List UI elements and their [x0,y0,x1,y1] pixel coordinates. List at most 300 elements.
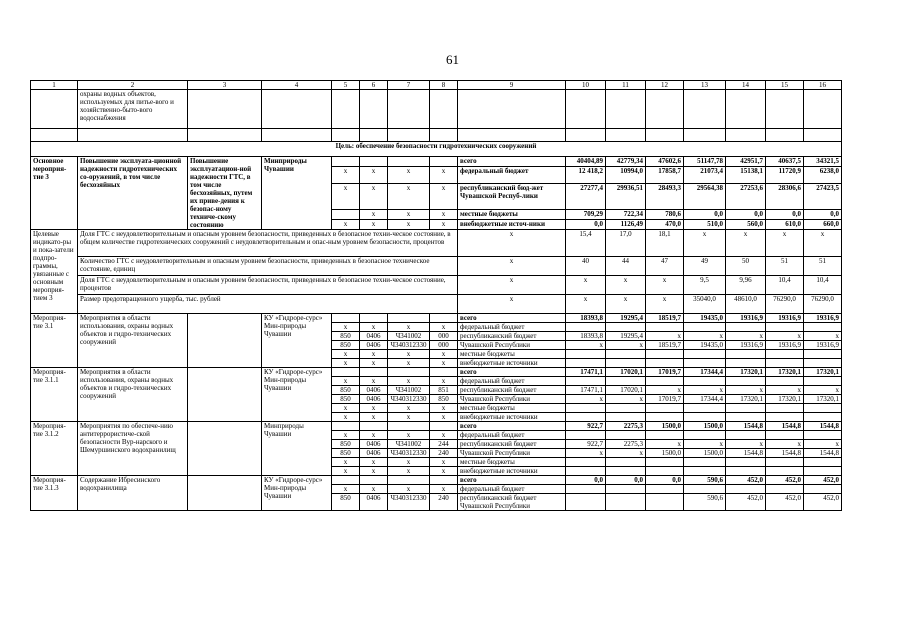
funding-source: всего [458,314,566,323]
table-cell: x [332,458,360,467]
value-cell: x [566,295,606,314]
table-cell: x [360,467,388,476]
table-cell [360,314,388,323]
funding-source: федеральный бюджет [458,431,566,440]
table-cell: x [430,458,458,467]
value-cell [606,494,646,511]
value-cell: 19295,4 [606,314,646,323]
table-cell: x [332,467,360,476]
value-cell: x [566,341,606,350]
value-cell [606,485,646,494]
table-cell: x [430,485,458,494]
value-cell [684,431,726,440]
value-cell [684,359,726,368]
value-cell: 2275,3 [606,440,646,449]
value-cell [646,458,684,467]
table-cell: x [458,295,566,314]
value-cell [606,458,646,467]
table-cell [360,422,388,431]
value-cell: 49 [684,257,726,276]
table-cell [332,209,360,219]
value-cell: x [684,332,726,341]
intro-text: охраны водных объектов, используемых для питье-вого и хозяйственно-быто-вого водоснабжения [78,90,188,129]
value-cell: 19295,4 [606,332,646,341]
table-cell [646,90,684,129]
value-cell: x [606,341,646,350]
value-cell: 29936,51 [606,184,646,209]
table-cell: x [388,209,430,219]
table-cell: 850 [332,449,360,458]
value-cell [646,323,684,332]
value-cell: x [726,386,766,395]
value-cell: 17,0 [606,230,646,257]
table-cell: 850 [332,341,360,350]
value-cell: x [766,440,804,449]
value-cell [804,485,842,494]
table-cell: x [332,404,360,413]
value-cell [646,485,684,494]
value-cell [606,431,646,440]
table-cell [262,90,332,129]
table-cell [332,129,360,142]
funding-source: внебюджетные источники [458,413,566,422]
value-cell: 47 [646,257,684,276]
table-cell [188,476,262,511]
value-cell: 0,0 [766,209,804,219]
column-number: 11 [606,81,646,90]
activity-responsible: КУ «Гидроре-сурс» Мин-природы Чувашии [262,314,332,368]
value-cell: 1500,0 [684,422,726,431]
value-cell [646,404,684,413]
table-cell: 0406 [360,341,388,350]
value-cell: x [726,230,766,257]
value-cell: x [646,332,684,341]
main-label: Основное мероприя-тие 3 [31,157,78,230]
table-cell: x [360,377,388,386]
value-cell [766,458,804,467]
table-cell [188,422,262,476]
value-cell: 2275,3 [606,422,646,431]
value-cell: 0,0 [646,476,684,485]
activity-row [31,314,842,323]
value-cell: x [646,276,684,295]
column-number: 7 [388,81,430,90]
table-cell [430,476,458,485]
value-cell: x [766,332,804,341]
funding-source: Чувашской Республики [458,395,566,404]
value-cell: x [646,386,684,395]
table-cell [684,90,726,129]
column-number: 12 [646,81,684,90]
table-cell [188,314,262,368]
value-cell: 15138,1 [726,167,766,184]
value-cell: 452,0 [804,494,842,511]
value-cell: x [566,276,606,295]
value-cell [606,413,646,422]
table-cell [726,129,766,142]
funding-source: местные бюджеты [458,458,566,467]
value-cell: x [606,395,646,404]
table-cell: x [458,257,566,276]
table-cell: x [430,219,458,229]
value-cell [804,350,842,359]
table-cell: x [430,323,458,332]
value-cell: 1500,0 [646,422,684,431]
spacer-row [31,129,842,142]
funding-source: всего [458,476,566,485]
value-cell [726,359,766,368]
value-cell: 17344,4 [684,368,726,377]
value-cell [726,431,766,440]
table-cell [31,90,78,129]
table-cell: x [388,219,430,229]
value-cell [684,458,726,467]
table-cell: 850 [332,494,360,511]
value-cell: 9,5 [684,276,726,295]
table-cell: x [388,467,430,476]
funding-source: всего [458,368,566,377]
funding-source: внебюджетные источники [458,467,566,476]
table-cell: Ч340312330 [388,395,430,404]
value-cell: 40 [566,257,606,276]
value-cell: 17320,1 [726,395,766,404]
table-cell: x [332,377,360,386]
table-cell [804,90,842,129]
column-number: 8 [430,81,458,90]
value-cell: 27277,4 [566,184,606,209]
value-cell: 1544,8 [804,449,842,458]
table-cell: x [332,413,360,422]
table-cell [332,90,360,129]
value-cell: 42951,7 [726,157,766,167]
value-cell [726,467,766,476]
table-cell [430,422,458,431]
column-number: 10 [566,81,606,90]
column-number: 15 [766,81,804,90]
main-name: Повышение эксплуата-ционной надежности гидротехнических со-оружений, в том числе бесхозяйных [78,157,188,230]
value-cell [566,359,606,368]
table-cell: Ч340312330 [388,449,430,458]
value-cell [646,494,684,511]
table-cell [766,90,804,129]
main-responsible: Минприроды Чувашии [262,157,332,230]
value-cell: x [726,332,766,341]
value-cell: 0,0 [804,209,842,219]
value-cell: 50 [726,257,766,276]
value-cell: 21073,4 [684,167,726,184]
value-cell [804,413,842,422]
value-cell [646,431,684,440]
activity-label: Мероприя-тие 3.1 [31,314,78,368]
value-cell: x [646,295,684,314]
table-cell [430,129,458,142]
value-cell: 19316,9 [726,314,766,323]
table-cell: x [360,458,388,467]
funding-source: республиканский бюд-жет Чувашской Респуб-лики [458,184,566,209]
table-cell [388,422,430,431]
table-cell: x [332,350,360,359]
indicator-row [31,276,842,295]
table-cell [388,129,430,142]
funding-source: всего [458,157,566,167]
value-cell [766,323,804,332]
value-cell [646,359,684,368]
value-cell: 560,0 [726,219,766,229]
table-cell [388,314,430,323]
value-cell: 17019,7 [646,395,684,404]
table-cell: x [388,359,430,368]
activity-label: Мероприя-тие 3.1.1 [31,368,78,422]
value-cell [726,413,766,422]
value-cell: 722,34 [606,209,646,219]
table-cell: x [360,350,388,359]
value-cell [684,377,726,386]
value-cell: 17020,1 [606,386,646,395]
table-cell: x [388,350,430,359]
activity-label: Мероприя-тие 3.1.3 [31,476,78,511]
column-number: 1 [31,81,78,90]
value-cell: 19435,0 [684,314,726,323]
table-cell: x [332,359,360,368]
funding-source: республиканский бюджет [458,386,566,395]
value-cell: 51 [766,257,804,276]
table-cell: x [332,431,360,440]
value-cell [726,458,766,467]
table-cell: x [360,209,388,219]
table-cell: x [458,230,566,257]
value-cell: 40637,5 [766,157,804,167]
value-cell: 48610,0 [726,295,766,314]
value-cell: x [646,440,684,449]
value-cell: 15,4 [566,230,606,257]
activity-label: Мероприя-тие 3.1.2 [31,422,78,476]
value-cell: 17344,4 [684,395,726,404]
value-cell [646,413,684,422]
value-cell [684,413,726,422]
table-cell: x [332,219,360,229]
funding-source: федеральный бюджет [458,323,566,332]
value-cell [766,377,804,386]
activity-name: Мероприятия в области использования, охраны водных объектов и гидро-технических сооружений [78,368,188,422]
table-cell: 850 [332,386,360,395]
value-cell [766,404,804,413]
table-cell [360,129,388,142]
value-cell: 44 [606,257,646,276]
value-cell: 17320,1 [726,368,766,377]
value-cell: x [684,386,726,395]
value-cell: 17020,1 [606,368,646,377]
table-cell: x [430,184,458,209]
table-cell: x [388,184,430,209]
table-cell [726,90,766,129]
value-cell: 19435,0 [684,341,726,350]
value-cell [726,404,766,413]
table-cell [606,90,646,129]
value-cell: 17320,1 [766,395,804,404]
table-cell: 0406 [360,332,388,341]
table-cell [458,129,566,142]
value-cell: 19316,9 [726,341,766,350]
table-cell [458,90,566,129]
table-cell [360,476,388,485]
value-cell [646,350,684,359]
activity-row [31,476,842,485]
table-cell [566,129,606,142]
value-cell: 452,0 [804,476,842,485]
table-cell [684,129,726,142]
value-cell: x [804,386,842,395]
value-cell: 510,0 [684,219,726,229]
value-cell [804,404,842,413]
value-cell [606,323,646,332]
funding-source: федеральный бюджет [458,485,566,494]
table-cell: x [332,323,360,332]
value-cell: x [606,276,646,295]
value-cell: 19316,9 [766,314,804,323]
budget-table [30,80,842,511]
value-cell: 0,0 [566,219,606,229]
table-cell: x [430,350,458,359]
value-cell [566,494,606,511]
value-cell: 19316,9 [804,341,842,350]
value-cell [566,377,606,386]
table-cell [646,129,684,142]
table-cell: x [430,467,458,476]
indicator-text: Количество ГТС с неудовлетворительным и опасным уровнем безопасности, приведенных в безопасное техническое состояние, единиц [78,257,458,276]
table-cell [388,90,430,129]
table-cell: x [388,323,430,332]
value-cell [566,485,606,494]
table-cell [430,368,458,377]
value-cell [566,458,606,467]
value-cell: 1500,0 [684,449,726,458]
value-cell [804,359,842,368]
funding-source: местные бюджеты [458,404,566,413]
value-cell: 17019,7 [646,368,684,377]
activity-name: Мероприятия по обеспече-нию антитеррористиче-ской безопасности Вур-нарского и Шемуршинского водохранилищ [78,422,188,476]
value-cell [766,431,804,440]
value-cell [606,404,646,413]
value-cell: 660,0 [804,219,842,229]
value-cell: 452,0 [766,476,804,485]
column-number: 5 [332,81,360,90]
column-number: 4 [262,81,332,90]
value-cell: 42779,34 [606,157,646,167]
value-cell [684,323,726,332]
main-row [31,157,842,167]
funding-source: федеральный бюджет [458,167,566,184]
value-cell: 40404,89 [566,157,606,167]
activity-row [31,422,842,431]
table-cell: 850 [332,332,360,341]
table-cell [31,129,78,142]
table-cell: 850 [430,395,458,404]
table-cell [430,157,458,167]
value-cell [646,467,684,476]
value-cell: 6238,0 [804,167,842,184]
value-cell: 922,7 [566,440,606,449]
table-cell: x [430,413,458,422]
table-cell: x [360,485,388,494]
main-target: Повышение эксплуатацион-ной надежности ГТС, в том числе бесхозяйных, путем их приве-дения к безопас-ному техниче-скому состоянию [188,157,262,230]
value-cell: 452,0 [766,494,804,511]
value-cell: 11720,9 [766,167,804,184]
table-cell: x [388,404,430,413]
value-cell: 27253,6 [726,184,766,209]
value-cell: 1544,8 [766,422,804,431]
table-cell: Ч340312330 [388,494,430,511]
funding-source: федеральный бюджет [458,377,566,386]
value-cell [606,377,646,386]
value-cell: x [804,230,842,257]
value-cell: 18,1 [646,230,684,257]
table-cell [332,476,360,485]
funding-source: местные бюджеты [458,350,566,359]
value-cell: 10,4 [766,276,804,295]
table-cell: 0406 [360,440,388,449]
table-cell: Ч340312330 [388,341,430,350]
table-cell: x [332,167,360,184]
value-cell [684,467,726,476]
value-cell: 17320,1 [804,368,842,377]
value-cell: 76290,0 [766,295,804,314]
table-cell: x [360,184,388,209]
value-cell: x [684,440,726,449]
value-cell: 470,0 [646,219,684,229]
value-cell: 1500,0 [646,449,684,458]
value-cell: 610,0 [766,219,804,229]
indicator-text: Доля ГТС с неудовлетворительным и опасным уровнем безопасности, приведенных в безопасное техни-ческое состояние, процентов [78,276,458,295]
table-cell: Ч341002 [388,332,430,341]
funding-source: внебюджетные источники [458,359,566,368]
table-cell: 850 [332,440,360,449]
value-cell: x [726,440,766,449]
value-cell: 51147,78 [684,157,726,167]
value-cell: 76290,0 [804,295,842,314]
funding-source: Чувашской Республики [458,449,566,458]
table-cell: x [430,167,458,184]
value-cell: 0,0 [684,209,726,219]
goal-heading: Цель: обеспечение безопасности гидротехнических сооружений [31,142,842,157]
value-cell: 780,6 [646,209,684,219]
table-cell: x [360,431,388,440]
column-number: 16 [804,81,842,90]
table-cell [766,129,804,142]
value-cell: 452,0 [726,476,766,485]
value-cell: 0,0 [566,476,606,485]
value-cell [766,359,804,368]
table-cell [804,129,842,142]
table-cell: x [360,167,388,184]
table-cell [332,314,360,323]
value-cell: 19316,9 [804,314,842,323]
value-cell [684,485,726,494]
value-cell: 19316,9 [766,341,804,350]
table-cell [388,368,430,377]
table-cell: Ч341002 [388,440,430,449]
value-cell [566,413,606,422]
value-cell [766,467,804,476]
value-cell [726,323,766,332]
table-cell: 244 [430,440,458,449]
value-cell [804,431,842,440]
value-cell: 17320,1 [766,368,804,377]
table-cell: x [430,404,458,413]
value-cell [804,467,842,476]
table-cell [388,476,430,485]
value-cell: 18519,7 [646,314,684,323]
value-cell [646,377,684,386]
